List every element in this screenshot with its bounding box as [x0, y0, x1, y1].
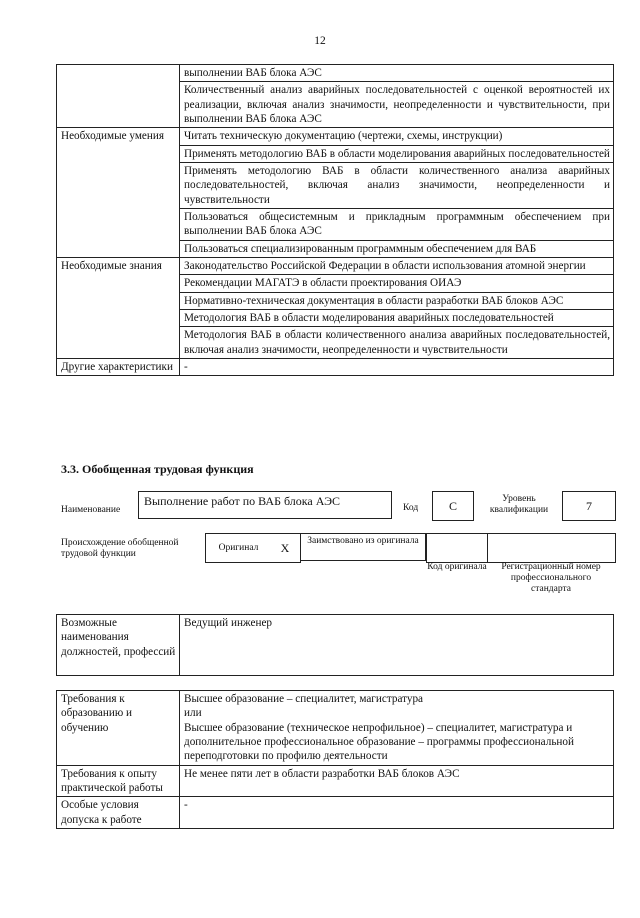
page-number: 12 — [314, 35, 326, 47]
positions-table — [56, 614, 614, 676]
row-label: Возможные наименования должностей, профессий — [57, 615, 180, 676]
table-row — [57, 797, 614, 829]
name-label: Наименование — [61, 505, 121, 515]
line: или — [184, 707, 202, 720]
table-cell: Нормативно-техническая документация в области разработки ВАБ блоков АЭС — [180, 292, 614, 309]
table-row — [57, 691, 614, 766]
borrowed-label: Заимствовано из оригинала — [300, 533, 426, 561]
table-cell: Читать техническую документацию (чертежи, схемы, инструкции) — [180, 128, 614, 145]
row-label: Особые условия допуска к работе — [57, 797, 180, 829]
row-label: Необходимые умения — [57, 128, 180, 258]
code-value: C — [432, 491, 474, 521]
table-cell: Методология ВАБ в области моделирования аварийных последовательностей — [180, 309, 614, 326]
table-row — [57, 128, 614, 145]
row-label: Необходимые знания — [57, 257, 180, 358]
table-row — [57, 65, 614, 82]
table-cell — [180, 691, 614, 766]
row-label: Требования к опыту практической работы — [57, 765, 180, 797]
code-original-caption: Код оригинала — [427, 562, 487, 572]
code-label: Код — [403, 503, 419, 513]
section-title: 3.3. Обобщенная трудовая функция — [61, 462, 254, 476]
table-row — [57, 358, 614, 375]
table-cell: выполнении ВАБ блока АЭС — [180, 65, 614, 82]
table-row — [57, 765, 614, 797]
code-original-box — [426, 533, 489, 563]
line: Высшее образование (техническое непрофильное) – специалитет, магистратура и дополнительное профессиональное образование – программы профессиональной переподготовки по профилю деятельности — [184, 721, 574, 763]
origin-label: Происхождение обобщенной трудовой функции — [61, 538, 179, 559]
table-cell: Рекомендации МАГАТЭ в области проектирования ОИАЭ — [180, 275, 614, 292]
table-cell: Не менее пяти лет в области разработки ВАБ блоков АЭС — [180, 765, 614, 797]
original-label: Оригинал — [205, 533, 271, 563]
level-label: Уровень квалификации — [489, 494, 549, 515]
table-cell: Законодательство Российской Федерации в области использования атомной энергии — [180, 257, 614, 274]
line: Высшее образование – специалитет, магистратура — [184, 693, 424, 705]
table-cell: - — [180, 797, 614, 829]
table-cell: Пользоваться общесистемным и прикладным программным обеспечением при выполнении ВАБ блока АЭС — [180, 208, 614, 240]
row-label: Другие характеристики — [57, 358, 180, 375]
reg-number-box — [487, 533, 616, 563]
row-label — [57, 65, 180, 128]
table-row — [57, 257, 614, 274]
table-cell: - — [180, 358, 614, 375]
skills-knowledge-table — [56, 64, 614, 376]
table-cell: Ведущий инженер — [180, 615, 614, 676]
table-cell: Применять методологию ВАБ в области моделирования аварийных последовательностей — [180, 145, 614, 162]
row-label: Требования к образованию и обучению — [57, 691, 180, 766]
table-row — [57, 615, 614, 676]
original-mark: X — [270, 533, 301, 563]
name-value: Выполнение работ по ВАБ блока АЭС — [138, 491, 392, 519]
table-cell: Применять методологию ВАБ в области количественного анализа аварийных последовательностей, включая анализ значимости, неопределенности и чувствительности — [180, 162, 614, 208]
requirements-table — [56, 690, 614, 829]
table-cell: Методология ВАБ в области количественного анализа аварийных последовательностей, включая анализ значимости, неопределенности и чувствительности — [180, 327, 614, 359]
level-value: 7 — [562, 491, 616, 521]
table-cell: Пользоваться специализированным программным обеспечением для ВАБ — [180, 240, 614, 257]
table-cell: Количественный анализ аварийных последовательностей с оценкой вероятностей их реализации, включая анализ значимости, неопределенности и чувствительности, при выполнении ВАБ блока АЭС — [180, 82, 614, 128]
reg-number-caption: Регистрационный номер профессионального стандарта — [501, 562, 601, 594]
